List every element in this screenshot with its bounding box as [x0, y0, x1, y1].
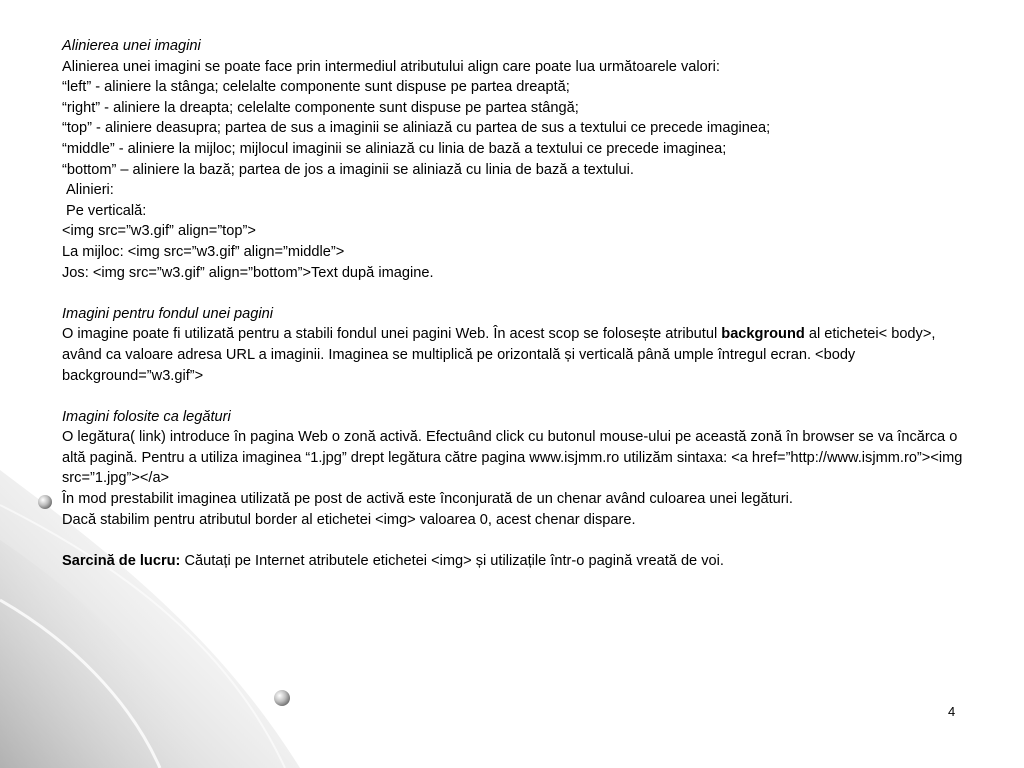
section-heading-background: Imagini pentru fondul unei pagini: [62, 305, 273, 322]
slide-content: [62, 36, 972, 571]
spacer: [62, 386, 972, 407]
code-line: Jos: <img src=”w3.gif” align=”bottom”>Text după imagine.: [62, 264, 434, 281]
spacer: [62, 283, 972, 304]
text-line: “top” - aliniere deasupra; partea de sus a imaginii se aliniază cu partea de sus a textului ce precede imaginea;: [62, 120, 771, 137]
text-line: Alinierea unei imagini se poate face prin intermediul atributului align care poate lua următoarele valori:: [62, 58, 720, 75]
text-line: În mod prestabilit imaginea utilizată pe post de activă este înconjurată de un chenar având culoarea unei legături.: [62, 491, 793, 508]
text-line: “middle” - aliniere la mijloc; mijlocul imaginii se aliniază cu linia de bază a textului ce precede imaginea;: [62, 140, 727, 157]
decorative-bubble: [274, 690, 290, 706]
background-paragraph: [62, 324, 972, 386]
paragraph-text: O imagine poate fi utilizată pentru a stabili fondul unei pagini Web. În acest scop se folosește atributul: [62, 326, 722, 343]
decorative-bubble: [38, 495, 52, 509]
text-line: Pe verticală:: [66, 202, 147, 219]
text-line: Alinieri:: [66, 182, 114, 199]
links-paragraph: O legătura( link) introduce în pagina Web o zonă activă. Efectuând click cu butonul mouse-ului pe această zonă în browser se va încărca o altă pagină. Pentru a utiliza imaginea “1.jpg” drept legătura către pagina www.isjmm.ro utilizăm sintaxa: <a href=”http://www.isjmm.ro”><img src=”1.jpg”></a>: [62, 429, 963, 487]
text-line: “right” - aliniere la dreapta; celelalte componente sunt dispuse pe partea stângă;: [62, 99, 579, 116]
bold-keyword: background: [721, 326, 805, 343]
text-line: Dacă stabilim pentru atributul border al etichetei <img> valoarea 0, acest chenar dispare.: [62, 511, 636, 528]
page-number: 4: [948, 704, 956, 719]
code-line: <img src=”w3.gif” align=”top”>: [62, 223, 256, 240]
section-heading-alignment: Alinierea unei imagini: [62, 38, 201, 54]
text-line: “bottom” – aliniere la bază; partea de jos a imaginii se aliniază cu linia de bază a textului.: [62, 161, 634, 178]
task-line: [62, 551, 972, 572]
section-heading-links: Imagini folosite ca legături: [62, 408, 231, 425]
paragraph-text: al etichetei< body>, având ca valoare adresa URL a imaginii. Imaginea se multiplică pe orizontală și verticală până umple întregul ecran. <body background=”w3.gif”>: [62, 326, 936, 384]
code-line: La mijloc: <img src=”w3.gif” align=”middle”>: [62, 243, 345, 260]
text-line: “left” - aliniere la stânga; celelalte componente sunt dispuse pe partea dreaptă;: [62, 79, 570, 96]
task-text: Căutați pe Internet atributele etichetei <img> și utilizațile într-o pagină vreată de voi.: [180, 552, 724, 569]
task-label: Sarcină de lucru:: [62, 552, 181, 569]
spacer: [62, 530, 972, 551]
